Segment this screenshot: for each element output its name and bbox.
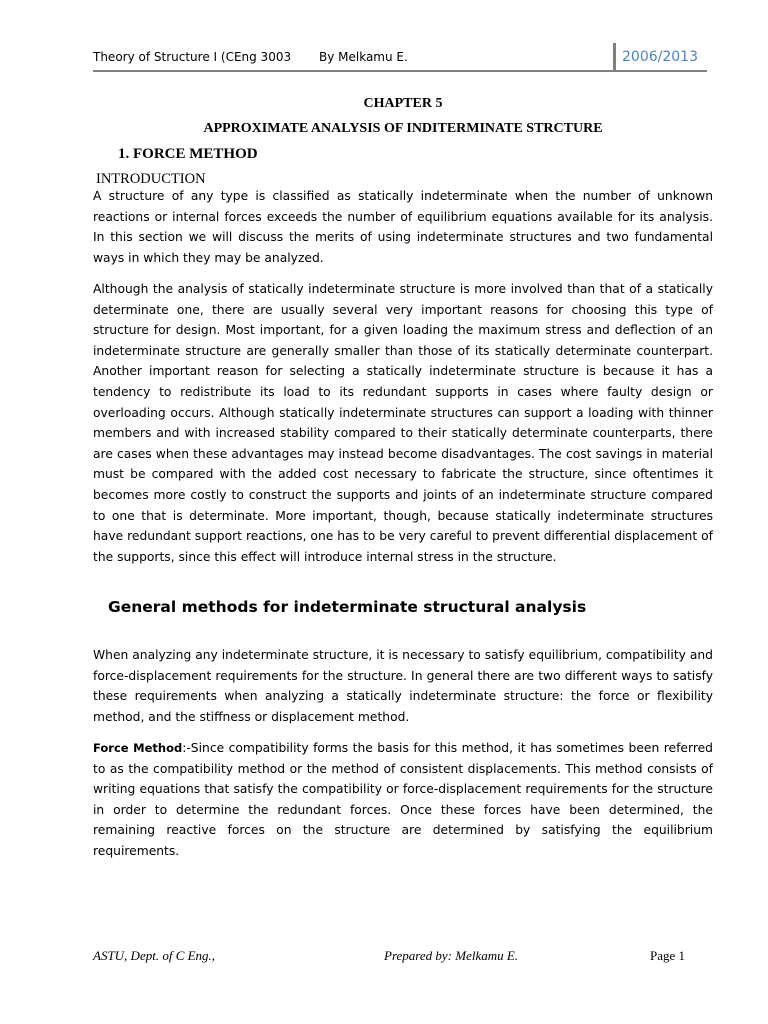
header-year: 2006/2013 [622, 49, 698, 65]
force-method-text: :-Since compatibility forms the basis for this method, it has sometimes been referred to as the compatibility method or the method of consistent displacements. This method consists of writing equations that satisfy the compatibility or force-displacement requirements for the structure in order to determine the redundant forces. Once these forces have been determined, the remaining reactive forces on the structure are determined by satisfying the equilibrium requirements. [93, 741, 713, 858]
force-method-label: Force Method [93, 741, 183, 755]
section-heading-general-methods: General methods for indeterminate structural analysis [108, 598, 587, 616]
footer-department: ASTU, Dept. of C Eng., [93, 948, 216, 963]
header-author: By Melkamu E. [319, 50, 408, 64]
paragraph-force-method [93, 738, 713, 862]
header-divider [613, 43, 616, 71]
chapter-title: APPROXIMATE ANALYSIS OF INDITERMINATE STRCTURE [203, 121, 603, 136]
header-course: Theory of Structure I (CEng 3003 [93, 50, 292, 64]
header-rule [93, 70, 707, 72]
page-header [93, 48, 713, 72]
paragraph-reasons: Although the analysis of statically indeterminate structure is more involved than that of a statically determinate one, there are usually several very important reasons for choosing this type of structure for design. Most important, for a given loading the maximum stress and deflection of an indeterminate structure are generally smaller than those of its statically determinate counterpart. Another important reason for selecting a statically indeterminate structure is because it has a tendency to redistribute its load to its redundant supports in cases where faulty design or overloading occurs. Although statically indeterminate structures can support a loading with thinner members and with increased stability compared to their statically determinate counterparts, there are cases when these advantages may instead become disadvantages. The cost savings in material must be compared with the added cost necessary to fabricate the structure, since oftentimes it becomes more costly to construct the supports and joints of an indeterminate structure compared to one that is determinate. More important, though, because statically indeterminate structures have redundant support reactions, one has to be very careful to prevent differential displacement of the supports, since this effect will introduce internal stress in the structure. [93, 282, 713, 564]
paragraph-general-methods: When analyzing any indeterminate structure, it is necessary to satisfy equilibrium, compatibility and force-displacement requirements for the structure. In general there are two different ways to satisfy these requirements when analyzing a statically indeterminate structure: the force or flexibility method, and the stiffness or displacement method. [93, 648, 713, 724]
section-heading-force-method: 1. FORCE METHOD [118, 146, 258, 162]
chapter-heading: CHAPTER 5 [363, 96, 443, 111]
paragraph-introduction: A structure of any type is classified as statically indeterminate when the number of unknown reactions or internal forces exceeds the number of equilibrium equations available for its analysis. In this section we will discuss the merits of using indeterminate structures and two fundamental ways in which they may be analyzed. [93, 189, 713, 265]
introduction-heading: INTRODUCTION [96, 171, 206, 187]
footer-prepared-by: Prepared by: Melkamu E. [384, 948, 519, 963]
footer-page-number: Page 1 [650, 948, 686, 963]
